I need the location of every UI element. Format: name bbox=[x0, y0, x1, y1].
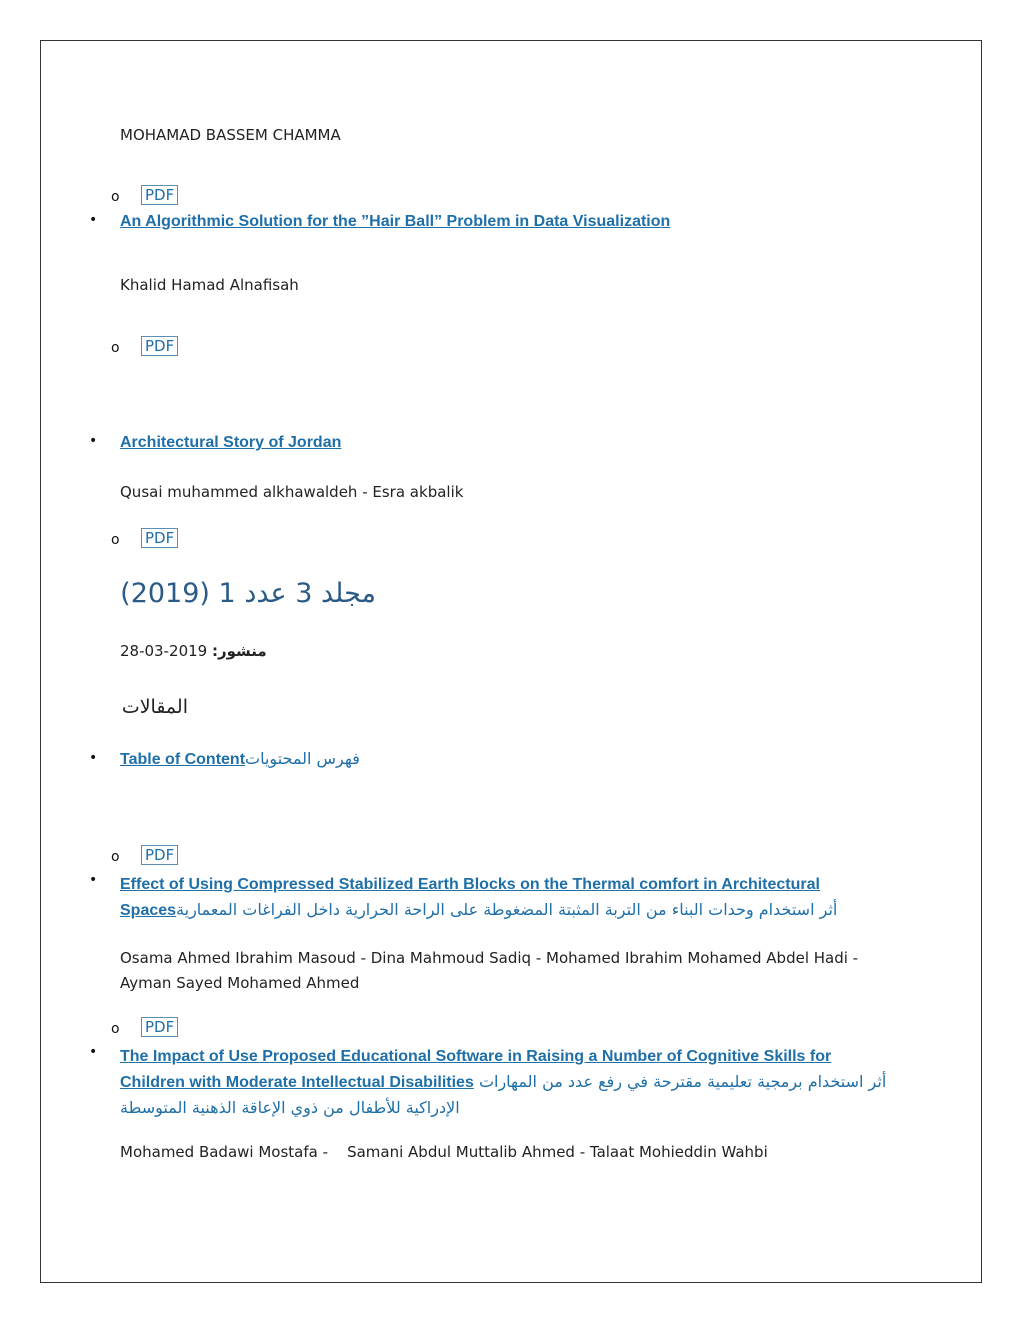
bullet-marker: • bbox=[89, 750, 98, 766]
article-title-link[interactable] bbox=[120, 749, 360, 769]
article-title-link[interactable]: An Algorithmic Solution for the ”Hair Ball” Problem in Data Visualization bbox=[120, 213, 671, 230]
published-label: منشور: bbox=[212, 642, 267, 660]
bullet-marker: • bbox=[89, 1044, 98, 1060]
article-authors: MOHAMAD BASSEM CHAMMA bbox=[120, 126, 341, 144]
article-title-link[interactable] bbox=[120, 871, 890, 923]
article-title-en[interactable]: The Impact of Use Proposed Educational Software in Raising a Number of Cognitive Skills for Children with Moderate Intellectual Disabilities bbox=[120, 1048, 832, 1091]
pdf-button[interactable]: PDF bbox=[141, 336, 178, 356]
published-line bbox=[120, 642, 267, 660]
article-title-en[interactable]: Table of Content bbox=[120, 751, 246, 768]
sub-bullet-marker: o bbox=[111, 849, 120, 865]
article-authors: Qusai muhammed alkhawaldeh - Esra akbalik bbox=[120, 483, 464, 501]
article-authors: Osama Ahmed Ibrahim Masoud - Dina Mahmoud Sadiq - Mohamed Ibrahim Mohamed Abdel Hadi - Ayman Sayed Mohamed Ahmed bbox=[120, 949, 859, 992]
article-title-en[interactable]: Effect of Using Compressed Stabilized Earth Blocks on the Thermal comfort in Architectural Spaces bbox=[120, 876, 820, 919]
article-title-ar[interactable]: فهرس المحتويات bbox=[245, 749, 360, 768]
published-date: 2019-03-28 bbox=[120, 642, 208, 660]
sub-bullet-marker: o bbox=[111, 189, 120, 205]
bullet-marker: • bbox=[89, 433, 98, 449]
pdf-button[interactable]: PDF bbox=[141, 1017, 178, 1037]
pdf-button[interactable]: PDF bbox=[141, 845, 178, 865]
article-title-link[interactable]: Architectural Story of Jordan bbox=[120, 434, 342, 451]
bullet-marker: • bbox=[89, 212, 98, 228]
article-title-ar[interactable]: أثر استخدام وحدات البناء من التربة المثبتة المضغوطة على الراحة الحرارية داخل الفراغات المعمارية bbox=[176, 900, 838, 919]
article-title-ar[interactable]: أثر استخدام برمجية تعليمية مقترحة في رفع عدد من المهارات الإدراكية للأطفال من ذوي الإعاقة الذهنية المتوسطة bbox=[120, 1072, 887, 1117]
article-authors: Khalid Hamad Alnafisah bbox=[120, 276, 299, 294]
sub-bullet-marker: o bbox=[111, 1021, 120, 1037]
article-authors: Mohamed Badawi Mostafa - Samani Abdul Muttalib Ahmed - Talaat Mohieddin Wahbi bbox=[120, 1143, 768, 1161]
sub-bullet-marker: o bbox=[111, 532, 120, 548]
bullet-marker: • bbox=[89, 872, 98, 888]
article-title-link[interactable] bbox=[120, 1043, 900, 1120]
pdf-button[interactable]: PDF bbox=[141, 528, 178, 548]
sub-bullet-marker: o bbox=[111, 340, 120, 356]
issue-title: مجلد 3 عدد 1 (2019) bbox=[120, 578, 376, 609]
pdf-button[interactable]: PDF bbox=[141, 185, 178, 205]
section-heading: المقالات bbox=[121, 696, 188, 718]
